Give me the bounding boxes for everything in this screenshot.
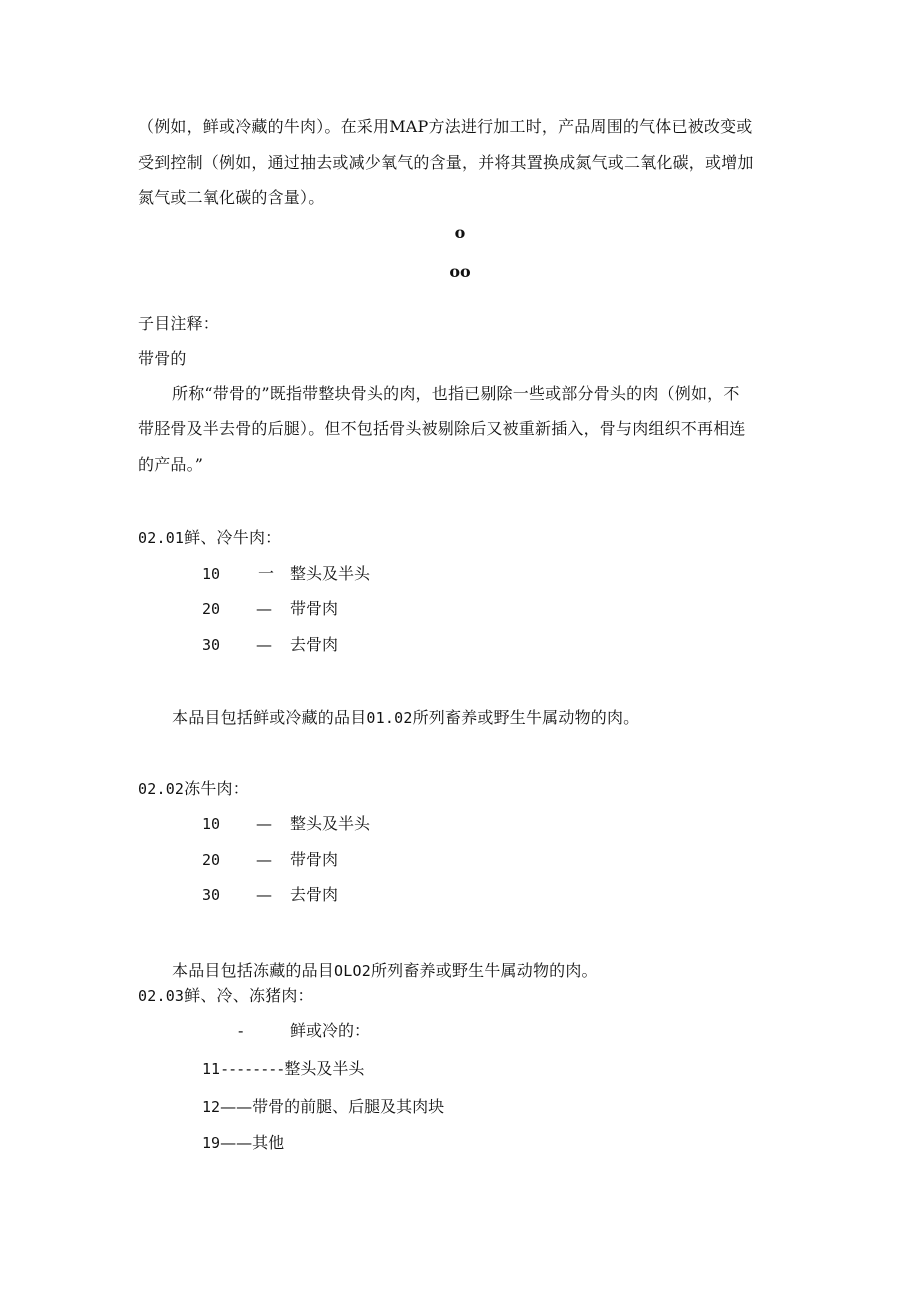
item-label: 带骨的前腿、后腿及其肉块 [252, 1097, 445, 1116]
item-label: 去骨肉 [290, 885, 339, 904]
item-code: 20 [202, 600, 221, 618]
subgroup-dash: - [238, 1021, 244, 1040]
heading-0203-item [202, 1097, 444, 1117]
heading-0201-code: 02.01 [138, 529, 185, 547]
item-dash: -------- [220, 1060, 285, 1078]
item-dash: — [256, 635, 272, 654]
item-code: 30 [202, 636, 221, 654]
item-dash: — [256, 850, 272, 869]
subheading-notes-title: 子目注释： [138, 314, 220, 333]
item-code: 10 [202, 565, 221, 583]
note-text-after: 所列畜养或野生牛属动物的肉。 [412, 708, 640, 727]
item-code: 11 [202, 1060, 221, 1078]
intro-line-1: （例如，鲜或冷藏的牛肉）。在采用MAP方法进行加工时，产品周围的气体已被改变或 [138, 117, 753, 136]
note-text-before: 本品目包括冻藏的品目 [172, 961, 335, 980]
heading-0203-item [202, 1059, 364, 1079]
note-code: 01.02 [366, 709, 413, 727]
subgroup-label: 鲜或冷的： [290, 1021, 371, 1040]
subheading-notes-para-line-2: 带胫骨及半去骨的后腿）。但不包括骨头被剔除后又被重新插入，骨与肉组织不再相连 [138, 419, 746, 438]
heading-0201 [138, 528, 281, 548]
heading-0203-item [202, 1133, 284, 1153]
intro-line-2: 受到控制（例如，通过抽去或减少氧气的含量，并将其置换成氮气或二氧化碳，或增加 [138, 153, 754, 172]
heading-0201-note [172, 708, 639, 728]
center-marker-1: o [454, 223, 466, 242]
item-code: 20 [202, 851, 221, 869]
center-marker-2: oo [449, 262, 471, 281]
item-label: 去骨肉 [290, 635, 339, 654]
heading-0202-note [172, 961, 598, 981]
subheading-notes-term: 带骨的 [138, 349, 187, 368]
item-label: 带骨肉 [290, 599, 339, 618]
note-text-before: 本品目包括鲜或冷藏的品目 [172, 708, 367, 727]
item-code: 12 [202, 1098, 221, 1116]
item-label: 整头及半头 [290, 814, 371, 833]
item-dash: — [256, 814, 272, 833]
heading-0203 [138, 986, 314, 1006]
item-code: 30 [202, 886, 221, 904]
item-dash: —— [220, 1133, 253, 1152]
item-code: 10 [202, 815, 221, 833]
subheading-notes-para-line-1: 所称“带骨的”既指带整块骨头的肉，也指已剔除一些或部分骨头的肉（例如，不 [172, 384, 740, 403]
item-dash: 一 [258, 564, 275, 583]
heading-0203-title: 鲜、冷、冻猪肉： [184, 986, 314, 1005]
item-label: 整头及半头 [290, 564, 371, 583]
heading-0202-code: 02.02 [138, 780, 185, 798]
item-label: 带骨肉 [290, 850, 339, 869]
note-code: OLO2 [334, 962, 371, 980]
heading-0202-title: 冻牛肉： [184, 779, 249, 798]
subheading-notes-para-line-3: 的产品。” [138, 455, 204, 474]
note-text-after: 所列畜养或野生牛属动物的肉。 [370, 961, 598, 980]
item-dash: — [256, 885, 272, 904]
heading-0202 [138, 779, 249, 799]
heading-0203-code: 02.03 [138, 987, 185, 1005]
heading-0201-title: 鲜、冷牛肉： [184, 528, 282, 547]
item-code: 19 [202, 1134, 221, 1152]
item-dash: — [256, 599, 272, 618]
intro-line-3: 氮气或二氧化碳的含量）。 [138, 188, 325, 207]
item-label: 整头及半头 [284, 1059, 365, 1078]
item-dash: —— [220, 1097, 253, 1116]
item-label: 其他 [252, 1133, 285, 1152]
